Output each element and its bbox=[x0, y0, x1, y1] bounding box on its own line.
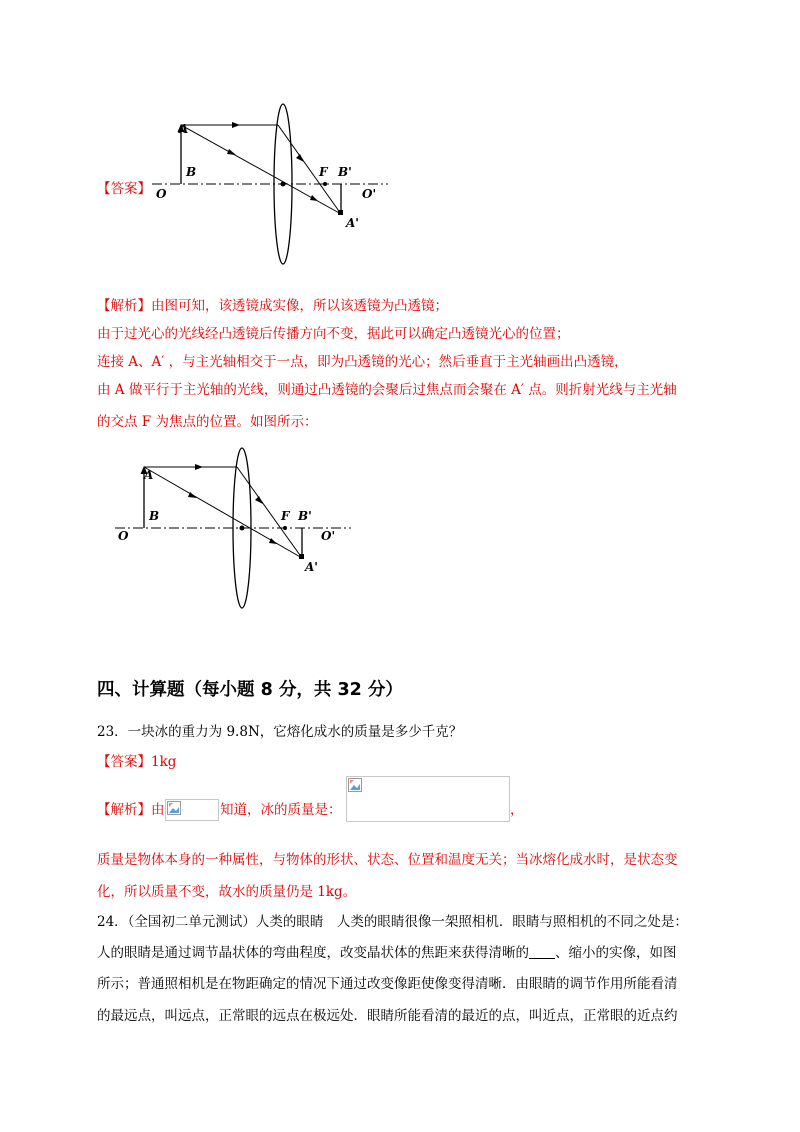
label-f: F bbox=[319, 165, 328, 179]
parallel-ray-arrow bbox=[232, 122, 240, 128]
optical-center bbox=[281, 182, 286, 187]
broken-image-icon bbox=[167, 801, 181, 815]
q23-answer bbox=[97, 752, 176, 772]
label-a-prime: A' bbox=[305, 560, 318, 574]
lens-diagram-analysis bbox=[113, 440, 353, 615]
q23-question: 23．一块冰的重力为 9.8N，它熔化成水的质量是多少千克？ bbox=[97, 724, 463, 740]
label-b-prime: B' bbox=[298, 509, 312, 523]
label-o-prime: O' bbox=[362, 187, 377, 201]
q23-analysis-comma: ， bbox=[510, 802, 524, 818]
analysis-line-1 bbox=[97, 296, 448, 316]
refracted-ray bbox=[278, 125, 341, 214]
parallel-ray-arrow bbox=[195, 464, 203, 470]
q23-analysis-tag: 【解析】 bbox=[97, 802, 151, 818]
label-f: F bbox=[281, 509, 290, 523]
q24-line-1: 24．（全国初二单元测试）人类的眼睛 人类的眼睛很像一架照相机．眼睛与照相机的不同之处是： bbox=[97, 914, 688, 930]
refracted-ray-arrow bbox=[296, 154, 304, 162]
fill-in-blank[interactable] bbox=[529, 944, 555, 959]
label-b: B bbox=[186, 165, 197, 179]
label-b-prime: B' bbox=[338, 165, 352, 179]
label-o: O bbox=[118, 529, 129, 543]
analysis-line-5: 的交点 F 为焦点的位置。如图所示： bbox=[97, 414, 318, 430]
label-a: A bbox=[179, 122, 189, 136]
answer-tag: 【答案】 bbox=[97, 181, 151, 197]
section-heading: 四、计算题（每小题 8 分，共 32 分） bbox=[97, 680, 403, 700]
label-o-prime: O' bbox=[321, 529, 336, 543]
center-ray-arrow-1 bbox=[227, 149, 236, 155]
focal-point bbox=[283, 526, 287, 530]
analysis-line-3: 连接 A、A′ ，与主光轴相交于一点，即为凸透镜的光心；然后垂直于主光轴画出凸透镜， bbox=[97, 354, 628, 370]
analysis-text: 由图可知，该透镜成实像，所以该透镜为凸透镜； bbox=[151, 298, 448, 314]
q24-line-2 bbox=[97, 943, 677, 963]
q24-line-2-tail: 、缩小的实像，如图 bbox=[555, 945, 677, 961]
image-point bbox=[299, 554, 304, 559]
broken-image-formula-small bbox=[165, 799, 219, 821]
label-o: O bbox=[156, 187, 167, 201]
analysis-tag: 【解析】 bbox=[97, 298, 151, 314]
q24-line-4: 的最远点，叫远点，正常眼的远点在极远处．眼睛所能看清的最近的点，叫近点，正常眼的近点约 bbox=[97, 1008, 678, 1024]
q23-analysis-line-1: 质量是物体本身的一种属性，与物体的形状、状态、位置和温度无关；当冰熔化成水时，是状态变 bbox=[97, 852, 678, 868]
q24-line-2-text: 人的眼睛是通过调节晶状体的弯曲程度，改变晶状体的焦距来获得清晰的 bbox=[97, 945, 529, 961]
refracted-ray-arrow bbox=[255, 496, 263, 504]
focal-point bbox=[323, 182, 327, 186]
q23-analysis-tag-line bbox=[97, 800, 165, 820]
q23-analysis-you: 由 bbox=[151, 802, 165, 818]
analysis-line-2: 由于过光心的光线经凸透镜后传播方向不变，据此可以确定凸透镜光心的位置； bbox=[97, 326, 570, 342]
label-a-prime: A' bbox=[346, 216, 359, 230]
analysis-line-4: 由 A 做平行于主光轴的光线，则通过凸透镜的会聚后过焦点而会聚在 A′ 点。则折射光线与主光轴 bbox=[97, 382, 677, 398]
label-b: B bbox=[149, 509, 160, 523]
image-point bbox=[338, 210, 343, 215]
q23-answer-tag: 【答案】 bbox=[97, 754, 151, 770]
center-ray-arrow-2 bbox=[310, 195, 318, 201]
center-ray-arrow-2 bbox=[269, 538, 277, 544]
broken-image-icon bbox=[348, 778, 362, 792]
q23-answer-value: 1kg bbox=[151, 754, 177, 770]
refracted-ray bbox=[237, 467, 302, 558]
label-a: A bbox=[144, 468, 154, 482]
center-ray bbox=[144, 467, 302, 558]
lens-diagram-answer bbox=[150, 90, 390, 265]
optical-center bbox=[240, 526, 245, 531]
broken-image-formula-large bbox=[346, 776, 510, 822]
q23-analysis-line-2: 化，所以质量不变，故水的质量仍是 1kg。 bbox=[97, 884, 357, 900]
q24-line-3: 所示；普通照相机是在物距确定的情况下通过改变像距使像变得清晰．由眼睛的调节作用所能看清 bbox=[97, 976, 678, 992]
q23-analysis-known: 知道，冰的质量是： bbox=[220, 802, 342, 818]
